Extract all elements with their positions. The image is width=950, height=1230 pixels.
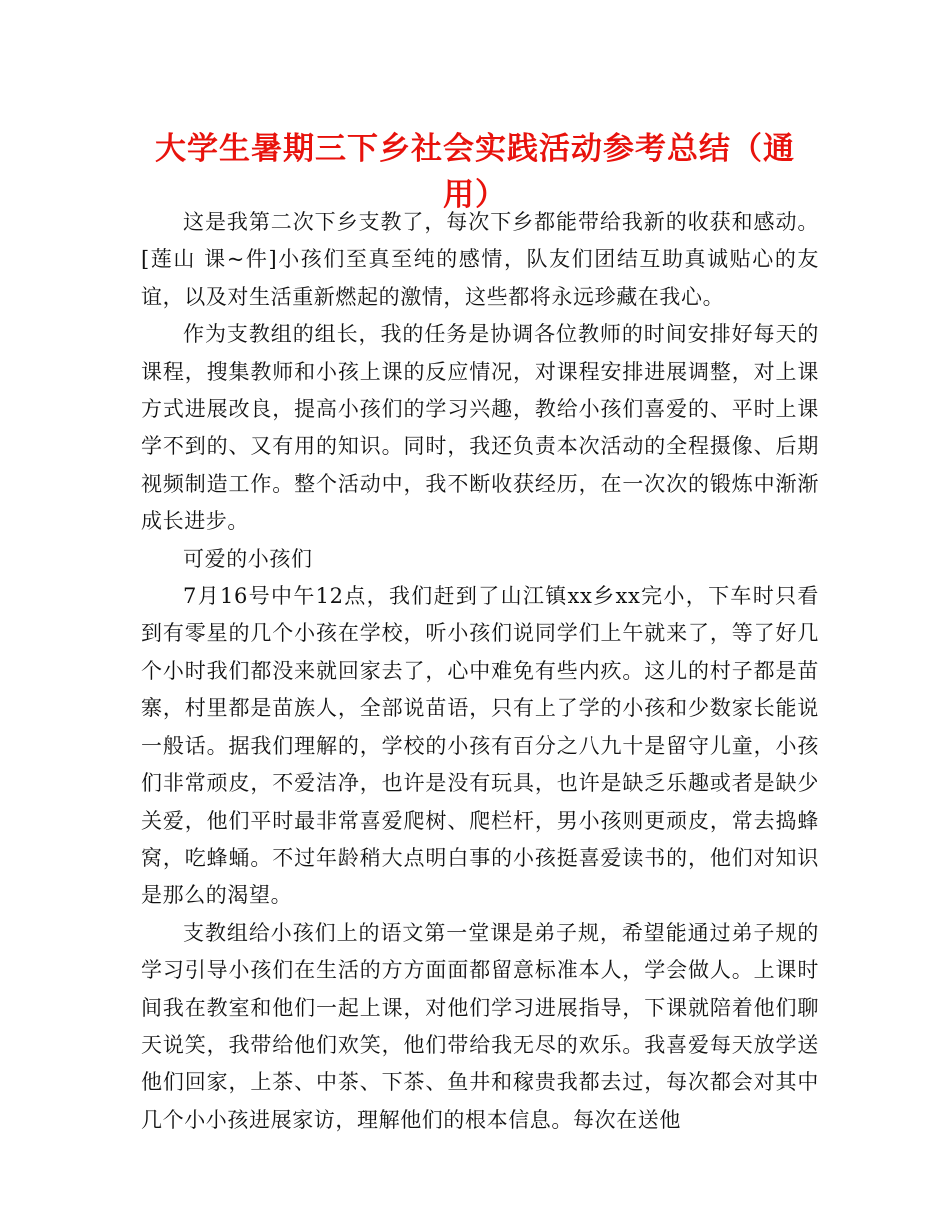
- document-title: 大学生暑期三下乡社会实践活动参考总结（通用）: [155, 131, 795, 213]
- paragraph: 作为支教组的组长，我的任务是协调各位教师的时间安排好每天的课程，搜集教师和小孩上课的反应情况，对课程安排进展调整，对上课方式进展改良，提高小孩们的学习兴趣，教给小孩们喜爱的、平时上课学不到的、又有用的知识。同时，我还负责本次活动的全程摄像、后期视频制造工作。整个活动中，我不断收获经历，在一次次的锻炼中渐渐成长进步。: [141, 322, 819, 534]
- section-heading: 可爱的小孩们: [183, 546, 313, 571]
- paragraph: 支教组给小孩们上的语文第一堂课是弟子规，希望能通过弟子规的学习引导小孩们在生活的方方面面都留意标准本人，学会做人。上课时间我在教室和他们一起上课，对他们学习进展指导，下课就陪着他们聊天说笑，我带给他们欢笑，他们带给我无尽的欢乐。我喜爱每天放学送他们回家，上茶、中茶、下茶、鱼井和稼贵我都去过，每次都会对其中几个小小孩进展家访，理解他们的根本信息。每次在送他: [141, 920, 819, 1132]
- paragraph: 这是我第二次下乡支教了，每次下乡都能带给我新的收获和感动。[莲山 课~件]小孩们至真至纯的感情，队友们团结互助真诚贴心的友谊，以及对生活重新燃起的激情，这些都将永远珍藏在我心。: [141, 210, 819, 309]
- paragraph: 7月16号中午12点，我们赶到了山江镇xx乡xx完小，下车时只看到有零星的几个小孩在学校，听小孩们说同学们上午就来了，等了好几个小时我们都没来就回家去了，心中难免有些内疚。这儿的村子都是苗寨，村里都是苗族人，全部说苗语，只有上了学的小孩和少数家长能说一般话。据我们理解的，学校的小孩有百分之八九十是留守儿童，小孩们非常顽皮，不爱洁净，也许是没有玩具，也许是缺乏乐趣或者是缺少关爱，他们平时最非常喜爱爬树、爬栏杆，男小孩则更顽皮，常去捣蜂窝，吃蜂蛹。不过年龄稍大点明白事的小孩挺喜爱读书的，他们对知识是那么的渴望。: [141, 584, 819, 908]
- document-body: [141, 204, 819, 1139]
